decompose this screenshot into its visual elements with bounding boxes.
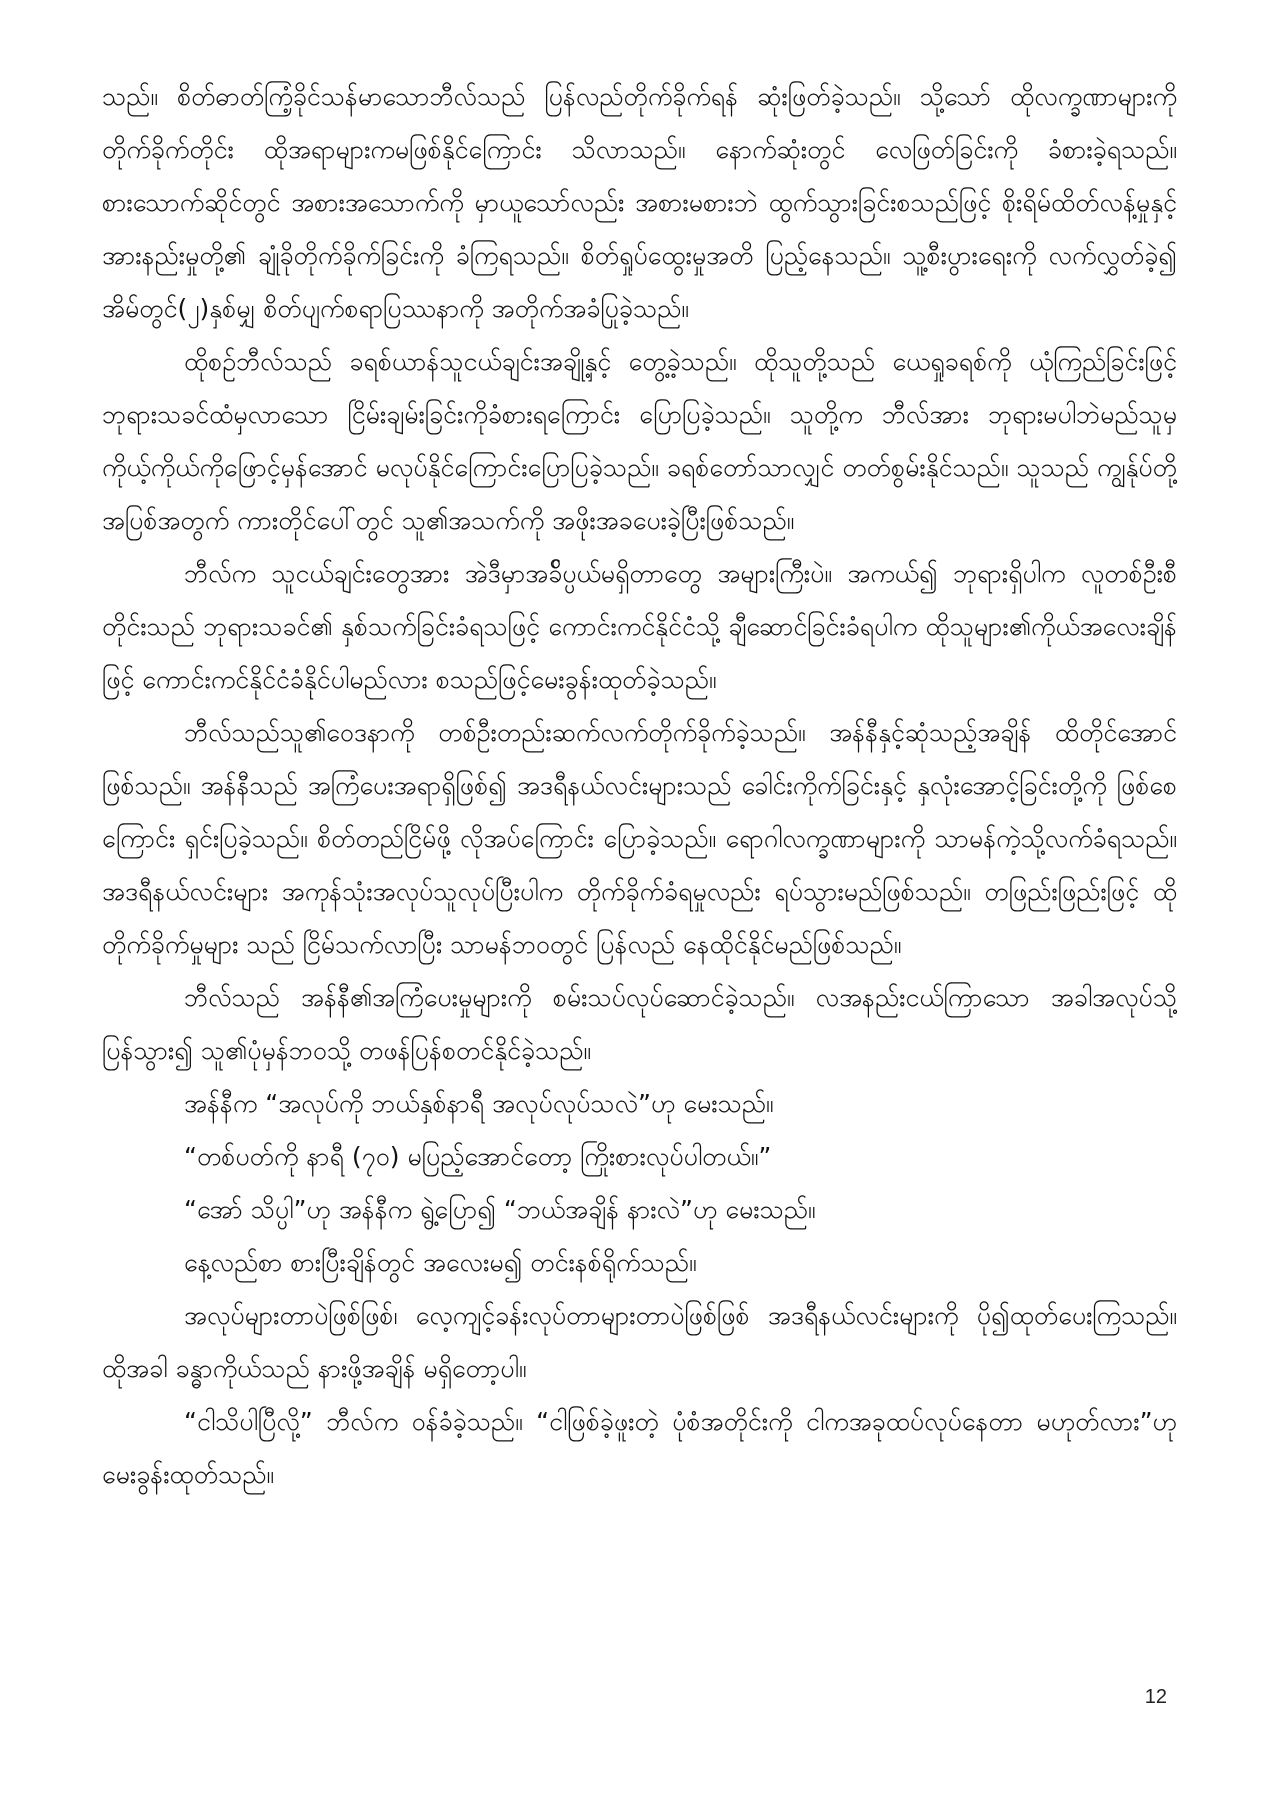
page-number: 12 <box>1144 1686 1167 1708</box>
paragraph-5: ဘီလ်သည် အန်နီ၏အကြံပေးမှုများကို စမ်းသပ်လုပ်ဆောင်ခဲ့သည်။ လအနည်းငယ်ကြာသော အခါအလုပ်သို့ပြန်သွား၍ သူ၏ပုံမှန်ဘဝသို့ တဖန်ပြန်စတင်နိုင်ခဲ့သည်။ <box>102 983 1177 1065</box>
paragraph-2: ထိုစဉ်ဘီလ်သည် ခရစ်ယာန်သူငယ်ချင်းအချို့နှင့် တွေ့ခဲ့သည်။ ထိုသူတို့သည် ယေရှုခရစ်ကို ယုံကြည်ခြင်းဖြင့် ဘုရားသခင်ထံမှလာသော ငြိမ်းချမ်းခြင်းကိုခံစားရကြောင်း ပြောပြခဲ့သည်။ သူတို့က ဘီလ်အား ဘုရားမပါဘဲမည်သူမှ ကိုယ့်ကိုယ်ကိုဖြောင့်မှန်အောင် မလုပ်နိုင်ကြောင်းပြောပြခဲ့သည်။ ခရစ်တော်သာလျှင် တတ်စွမ်းနိုင်သည်။ သူသည် ကျွန်ုပ်တို့အပြစ်အတွက် ကားတိုင်ပေါ်တွင် သူ၏အသက်ကို အဖိုးအခပေးခဲ့ပြီးဖြစ်သည်။ <box>102 347 1177 535</box>
paragraph-8: “အော် သိပ္ပါ”ဟု အန်နီက ရွဲ့ပြော၍ “ဘယ်အချိန် နားလဲ”ဟု မေးသည်။ <box>184 1195 816 1224</box>
paragraph-10: အလုပ်များတာပဲဖြစ်ဖြစ်၊ လေ့ကျင့်ခန်းလုပ်တာများတာပဲဖြစ်ဖြစ် အဒရီနယ်လင်းများကို ပို၍ထုတ်ပေးကြသည်။ ထိုအခါ ခန္ဓာကိုယ်သည် နားဖို့အချိန် မရှိတော့ပါ။ <box>102 1301 1177 1383</box>
paragraph-3: ဘီလ်က သူငယ်ချင်းတွေအား အဲဒီမှာအခ်ိပ္ပယ်မရှိတာတွေ အများကြီးပဲ။ အကယ်၍ ဘုရားရှိပါက လူတစ်ဦးစီတိုင်းသည် ဘုရားသခင်၏ နှစ်သက်ခြင်းခံရသဖြင့် ကောင်းကင်နိုင်ငံသို့ ချီဆောင်ခြင်းခံရပါက ထိုသူများ၏ကိုယ်အလေးချိန်ဖြင့် ကောင်းကင်နိုင်ငံခံနိုင်ပါမည်လား စသည်ဖြင့်မေးခွန်းထုတ်ခဲ့သည်။ <box>102 559 1177 694</box>
document-page <box>102 70 1177 1501</box>
paragraph-1: သည်။ စိတ်ဓာတ်ကြံ့ခိုင်သန်မာသောဘီလ်သည် ပြန်လည်တိုက်ခိုက်ရန် ဆုံးဖြတ်ခဲ့သည်။ သို့သော် ထိုလက္ခဏာများကို တိုက်ခိုက်တိုင်း ထိုအရာများကမဖြစ်နိုင်ကြောင်း သိလာသည်။ နောက်ဆုံးတွင် လေဖြတ်ခြင်းကို ခံစားခဲ့ရသည်။ စားသောက်ဆိုင်တွင် အစားအသောက်ကို မှာယူသော်လည်း အစားမစားဘဲ ထွက်သွားခြင်းစသည်ဖြင့် စိုးရိမ်ထိတ်လန့်မှုနှင့် အားနည်းမှုတို့၏ ချုံခိုတိုက်ခိုက်ခြင်းကို ခံကြရသည်။ စိတ်ရှုပ်ထွေးမှုအတိ ပြည့်နေသည်။ သူ့စီးပွားရေးကို လက်လွှတ်ခဲ့၍ အိမ်တွင်(၂)နှစ်မျှ စိတ်ပျက်စရာပြဿနာကို အတိုက်အခံပြုခဲ့သည်။ <box>102 82 1177 323</box>
paragraph-6: အန်နီက “အလုပ်ကို ဘယ်နှစ်နာရီ အလုပ်လုပ်သလဲ”ဟု မေးသည်။ <box>184 1089 774 1118</box>
paragraph-7: “တစ်ပတ်ကို နာရီ (၇၀) မပြည့်အောင်တော့ ကြိုးစားလုပ်ပါတယ်။” <box>184 1142 772 1171</box>
paragraph-11: “ငါသိပါပြီလို့” ဘီလ်က ဝန်ခံခဲ့သည်။ “ငါဖြစ်ခဲ့ဖူးတဲ့ ပုံစံအတိုင်းကို ငါကအခုထပ်လုပ်နေတာ မဟုတ်လား”ဟု မေးခွန်းထုတ်သည်။ <box>102 1407 1177 1489</box>
paragraph-4: ဘီလ်သည်သူ၏ဝေဒနာကို တစ်ဦးတည်းဆက်လက်တိုက်ခိုက်ခဲ့သည်။ အန်နီနှင့်ဆုံသည့်အချိန် ထိတိုင်အောင် ဖြစ်သည်။ အန်နီသည် အကြံပေးအရာရှိဖြစ်၍ အဒရီနယ်လင်းများသည် ခေါင်းကိုက်ခြင်းနှင့် နှလုံးအောင့်ခြင်းတို့ကို ဖြစ်စေကြောင်း ရှင်းပြခဲ့သည်။ စိတ်တည်ငြိမ်ဖို့ လိုအပ်ကြောင်း ပြောခဲ့သည်။ ရောဂါလက္ခဏာများကို သာမန်ကဲ့သို့လက်ခံရသည်။ အဒရီနယ်လင်းများ အကုန်သုံးအလုပ်သူလုပ်ပြီးပါက တိုက်ခိုက်ခံရမှုလည်း ရပ်သွားမည်ဖြစ်သည်။ တဖြည်းဖြည်းဖြင့် ထိုတိုက်ခိုက်မှုများ သည် ငြိမ်သက်လာပြီး သာမန်ဘဝတွင် ပြန်လည် နေထိုင်နိုင်မည်ဖြစ်သည်။ <box>102 718 1177 959</box>
paragraph-9: နေ့လည်စာ စားပြီးချိန်တွင် အလေးမ၍ တင်းနစ်ရိုက်သည်။ <box>184 1248 697 1277</box>
